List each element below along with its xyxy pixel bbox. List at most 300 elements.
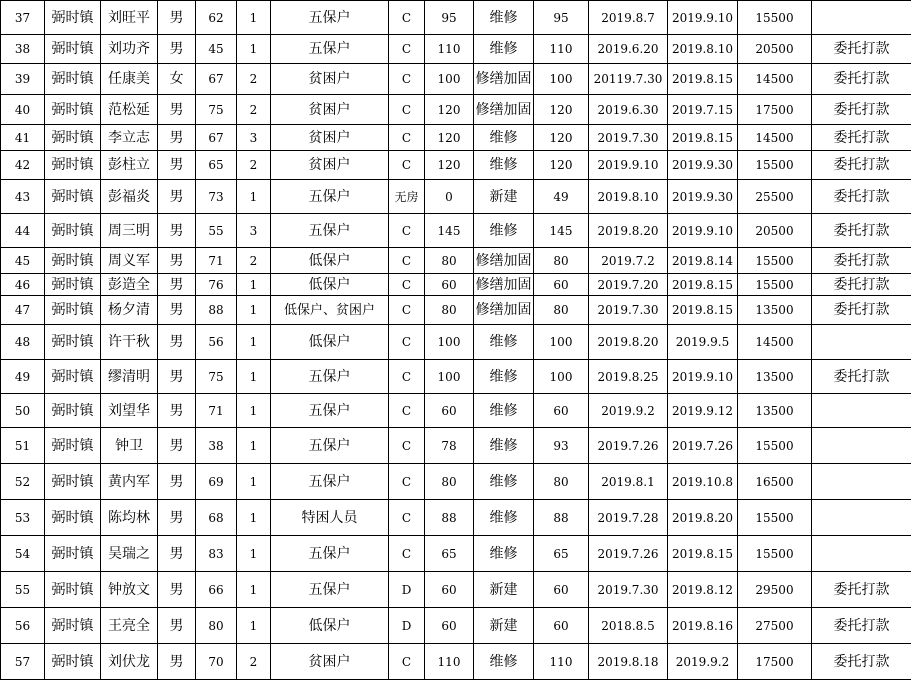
original-area-cell: 0 xyxy=(425,180,474,214)
table-row xyxy=(1,95,911,125)
remark-cell xyxy=(812,394,911,428)
work-type-cell: 维修 xyxy=(474,35,534,64)
danger-level-cell: C xyxy=(389,428,425,464)
remark-cell: 委托打款 xyxy=(812,214,911,248)
subsidy-amount-cell: 15500 xyxy=(738,274,812,296)
remark-cell xyxy=(812,536,911,572)
renovated-area-cell: 93 xyxy=(534,428,589,464)
town-cell: 弼时镇 xyxy=(45,95,101,125)
start-date-cell: 2019.9.10 xyxy=(589,151,668,180)
gender-cell: 男 xyxy=(158,360,196,394)
table-row xyxy=(1,394,911,428)
original-area-cell: 60 xyxy=(425,608,474,644)
original-area-cell: 80 xyxy=(425,464,474,500)
work-type-cell: 维修 xyxy=(474,1,534,35)
danger-level-cell: C xyxy=(389,125,425,151)
subsidy-amount-cell: 25500 xyxy=(738,180,812,214)
renovated-area-cell: 120 xyxy=(534,125,589,151)
original-area-cell: 100 xyxy=(425,64,474,95)
town-cell: 弼时镇 xyxy=(45,572,101,608)
subsidy-amount-cell: 29500 xyxy=(738,572,812,608)
remark-cell xyxy=(812,1,911,35)
end-date-cell: 2019.8.15 xyxy=(668,125,738,151)
work-type-cell: 维修 xyxy=(474,151,534,180)
age-cell: 38 xyxy=(196,428,237,464)
family-size-cell: 1 xyxy=(237,572,271,608)
work-type-cell: 新建 xyxy=(474,608,534,644)
gender-cell: 男 xyxy=(158,95,196,125)
remark-cell xyxy=(812,464,911,500)
family-size-cell: 1 xyxy=(237,274,271,296)
row-number: 46 xyxy=(1,274,45,296)
work-type-cell: 维修 xyxy=(474,500,534,536)
work-type-cell: 维修 xyxy=(474,644,534,680)
end-date-cell: 2019.7.26 xyxy=(668,428,738,464)
end-date-cell: 2019.9.10 xyxy=(668,360,738,394)
renovated-area-cell: 100 xyxy=(534,64,589,95)
town-cell: 弼时镇 xyxy=(45,125,101,151)
table-row xyxy=(1,180,911,214)
subsidy-amount-cell: 15500 xyxy=(738,248,812,274)
household-type-cell: 五保户 xyxy=(271,1,389,35)
subsidy-amount-cell: 13500 xyxy=(738,360,812,394)
original-area-cell: 145 xyxy=(425,214,474,248)
end-date-cell: 2019.8.15 xyxy=(668,274,738,296)
danger-level-cell: D xyxy=(389,572,425,608)
start-date-cell: 2019.7.30 xyxy=(589,125,668,151)
table-row xyxy=(1,64,911,95)
row-number: 37 xyxy=(1,1,45,35)
town-cell: 弼时镇 xyxy=(45,464,101,500)
age-cell: 68 xyxy=(196,500,237,536)
family-size-cell: 1 xyxy=(237,360,271,394)
family-size-cell: 1 xyxy=(237,180,271,214)
table-row xyxy=(1,536,911,572)
original-area-cell: 78 xyxy=(425,428,474,464)
row-number: 39 xyxy=(1,64,45,95)
family-size-cell: 1 xyxy=(237,608,271,644)
name-cell: 彭造全 xyxy=(101,274,158,296)
age-cell: 80 xyxy=(196,608,237,644)
town-cell: 弼时镇 xyxy=(45,248,101,274)
original-area-cell: 80 xyxy=(425,296,474,325)
row-number: 49 xyxy=(1,360,45,394)
original-area-cell: 60 xyxy=(425,274,474,296)
renovated-area-cell: 60 xyxy=(534,274,589,296)
renovated-area-cell: 95 xyxy=(534,1,589,35)
household-type-cell: 五保户 xyxy=(271,214,389,248)
end-date-cell: 2019.9.2 xyxy=(668,644,738,680)
danger-level-cell: C xyxy=(389,35,425,64)
town-cell: 弼时镇 xyxy=(45,644,101,680)
danger-level-cell: 无房 xyxy=(389,180,425,214)
gender-cell: 男 xyxy=(158,296,196,325)
work-type-cell: 维修 xyxy=(474,394,534,428)
original-area-cell: 120 xyxy=(425,95,474,125)
gender-cell: 男 xyxy=(158,394,196,428)
age-cell: 55 xyxy=(196,214,237,248)
town-cell: 弼时镇 xyxy=(45,325,101,360)
danger-level-cell: C xyxy=(389,325,425,360)
start-date-cell: 2019.6.20 xyxy=(589,35,668,64)
renovated-area-cell: 110 xyxy=(534,35,589,64)
name-cell: 吴瑞之 xyxy=(101,536,158,572)
name-cell: 王亮全 xyxy=(101,608,158,644)
gender-cell: 男 xyxy=(158,428,196,464)
age-cell: 75 xyxy=(196,95,237,125)
household-type-cell: 低保户 xyxy=(271,274,389,296)
row-number: 38 xyxy=(1,35,45,64)
name-cell: 刘望华 xyxy=(101,394,158,428)
renovated-area-cell: 145 xyxy=(534,214,589,248)
subsidy-amount-cell: 20500 xyxy=(738,214,812,248)
original-area-cell: 95 xyxy=(425,1,474,35)
danger-level-cell: C xyxy=(389,64,425,95)
family-size-cell: 1 xyxy=(237,464,271,500)
remark-cell xyxy=(812,428,911,464)
table-row xyxy=(1,360,911,394)
start-date-cell: 2019.8.20 xyxy=(589,214,668,248)
town-cell: 弼时镇 xyxy=(45,64,101,95)
start-date-cell: 2019.7.30 xyxy=(589,296,668,325)
row-number: 53 xyxy=(1,500,45,536)
renovated-area-cell: 100 xyxy=(534,360,589,394)
row-number: 54 xyxy=(1,536,45,572)
original-area-cell: 88 xyxy=(425,500,474,536)
end-date-cell: 2019.8.15 xyxy=(668,536,738,572)
age-cell: 70 xyxy=(196,644,237,680)
remark-cell: 委托打款 xyxy=(812,572,911,608)
remark-cell: 委托打款 xyxy=(812,125,911,151)
town-cell: 弼时镇 xyxy=(45,214,101,248)
work-type-cell: 维修 xyxy=(474,125,534,151)
end-date-cell: 2019.8.15 xyxy=(668,296,738,325)
renovated-area-cell: 120 xyxy=(534,151,589,180)
town-cell: 弼时镇 xyxy=(45,536,101,572)
row-number: 51 xyxy=(1,428,45,464)
name-cell: 缪清明 xyxy=(101,360,158,394)
household-type-cell: 低保户 xyxy=(271,325,389,360)
start-date-cell: 2019.7.30 xyxy=(589,572,668,608)
remark-cell: 委托打款 xyxy=(812,608,911,644)
name-cell: 陈均林 xyxy=(101,500,158,536)
age-cell: 75 xyxy=(196,360,237,394)
household-type-cell: 贫困户 xyxy=(271,644,389,680)
start-date-cell: 2019.7.28 xyxy=(589,500,668,536)
end-date-cell: 2019.9.10 xyxy=(668,214,738,248)
table-row xyxy=(1,125,911,151)
family-size-cell: 2 xyxy=(237,64,271,95)
end-date-cell: 2019.8.15 xyxy=(668,64,738,95)
gender-cell: 男 xyxy=(158,608,196,644)
start-date-cell: 2019.6.30 xyxy=(589,95,668,125)
subsidy-amount-cell: 17500 xyxy=(738,95,812,125)
age-cell: 67 xyxy=(196,125,237,151)
subsidy-amount-cell: 13500 xyxy=(738,296,812,325)
household-type-cell: 五保户 xyxy=(271,180,389,214)
table-row xyxy=(1,35,911,64)
family-size-cell: 1 xyxy=(237,296,271,325)
name-cell: 范松延 xyxy=(101,95,158,125)
gender-cell: 男 xyxy=(158,572,196,608)
original-area-cell: 60 xyxy=(425,572,474,608)
original-area-cell: 100 xyxy=(425,360,474,394)
table-row xyxy=(1,572,911,608)
gender-cell: 男 xyxy=(158,35,196,64)
subsidy-amount-cell: 16500 xyxy=(738,464,812,500)
renovated-area-cell: 60 xyxy=(534,394,589,428)
town-cell: 弼时镇 xyxy=(45,608,101,644)
danger-level-cell: C xyxy=(389,274,425,296)
name-cell: 周义军 xyxy=(101,248,158,274)
family-size-cell: 1 xyxy=(237,1,271,35)
row-number: 56 xyxy=(1,608,45,644)
row-number: 43 xyxy=(1,180,45,214)
table-row xyxy=(1,274,911,296)
end-date-cell: 2019.9.30 xyxy=(668,180,738,214)
work-type-cell: 修缮加固 xyxy=(474,95,534,125)
household-type-cell: 低保户 xyxy=(271,248,389,274)
gender-cell: 男 xyxy=(158,274,196,296)
table-row xyxy=(1,214,911,248)
table-row xyxy=(1,248,911,274)
town-cell: 弼时镇 xyxy=(45,35,101,64)
name-cell: 李立志 xyxy=(101,125,158,151)
gender-cell: 男 xyxy=(158,180,196,214)
start-date-cell: 2019.7.26 xyxy=(589,428,668,464)
remark-cell: 委托打款 xyxy=(812,296,911,325)
family-size-cell: 2 xyxy=(237,644,271,680)
row-number: 52 xyxy=(1,464,45,500)
gender-cell: 男 xyxy=(158,464,196,500)
start-date-cell: 2019.7.20 xyxy=(589,274,668,296)
row-number: 47 xyxy=(1,296,45,325)
danger-level-cell: C xyxy=(389,296,425,325)
remark-cell: 委托打款 xyxy=(812,95,911,125)
family-size-cell: 1 xyxy=(237,325,271,360)
end-date-cell: 2019.8.20 xyxy=(668,500,738,536)
work-type-cell: 维修 xyxy=(474,360,534,394)
row-number: 50 xyxy=(1,394,45,428)
work-type-cell: 修缮加固 xyxy=(474,248,534,274)
family-size-cell: 3 xyxy=(237,214,271,248)
household-type-cell: 五保户 xyxy=(271,394,389,428)
remark-cell: 委托打款 xyxy=(812,151,911,180)
gender-cell: 男 xyxy=(158,125,196,151)
family-size-cell: 1 xyxy=(237,500,271,536)
town-cell: 弼时镇 xyxy=(45,1,101,35)
original-area-cell: 120 xyxy=(425,125,474,151)
family-size-cell: 1 xyxy=(237,35,271,64)
danger-level-cell: D xyxy=(389,608,425,644)
remark-cell: 委托打款 xyxy=(812,360,911,394)
remark-cell: 委托打款 xyxy=(812,180,911,214)
renovated-area-cell: 88 xyxy=(534,500,589,536)
age-cell: 71 xyxy=(196,248,237,274)
end-date-cell: 2019.7.15 xyxy=(668,95,738,125)
age-cell: 83 xyxy=(196,536,237,572)
renovated-area-cell: 100 xyxy=(534,325,589,360)
end-date-cell: 2019.8.14 xyxy=(668,248,738,274)
age-cell: 88 xyxy=(196,296,237,325)
town-cell: 弼时镇 xyxy=(45,360,101,394)
town-cell: 弼时镇 xyxy=(45,151,101,180)
subsidy-amount-cell: 15500 xyxy=(738,428,812,464)
work-type-cell: 维修 xyxy=(474,428,534,464)
start-date-cell: 2019.9.2 xyxy=(589,394,668,428)
start-date-cell: 2018.8.5 xyxy=(589,608,668,644)
start-date-cell: 2019.8.7 xyxy=(589,1,668,35)
work-type-cell: 维修 xyxy=(474,464,534,500)
row-number: 41 xyxy=(1,125,45,151)
name-cell: 黄内军 xyxy=(101,464,158,500)
start-date-cell: 2019.8.10 xyxy=(589,180,668,214)
remark-cell xyxy=(812,325,911,360)
danger-level-cell: C xyxy=(389,644,425,680)
end-date-cell: 2019.9.5 xyxy=(668,325,738,360)
subsidy-amount-cell: 13500 xyxy=(738,394,812,428)
age-cell: 69 xyxy=(196,464,237,500)
table-row xyxy=(1,608,911,644)
table-row xyxy=(1,644,911,680)
household-type-cell: 五保户 xyxy=(271,464,389,500)
family-size-cell: 1 xyxy=(237,394,271,428)
end-date-cell: 2019.8.10 xyxy=(668,35,738,64)
row-number: 57 xyxy=(1,644,45,680)
work-type-cell: 修缮加固 xyxy=(474,64,534,95)
age-cell: 67 xyxy=(196,64,237,95)
name-cell: 钟卫 xyxy=(101,428,158,464)
end-date-cell: 2019.10.8 xyxy=(668,464,738,500)
household-type-cell: 低保户 xyxy=(271,608,389,644)
renovated-area-cell: 60 xyxy=(534,572,589,608)
table-row xyxy=(1,151,911,180)
start-date-cell: 2019.7.26 xyxy=(589,536,668,572)
household-type-cell: 低保户、贫困户 xyxy=(271,296,389,325)
original-area-cell: 80 xyxy=(425,248,474,274)
danger-level-cell: C xyxy=(389,214,425,248)
work-type-cell: 新建 xyxy=(474,572,534,608)
household-type-cell: 特困人员 xyxy=(271,500,389,536)
family-size-cell: 2 xyxy=(237,248,271,274)
name-cell: 彭柱立 xyxy=(101,151,158,180)
town-cell: 弼时镇 xyxy=(45,500,101,536)
row-number: 45 xyxy=(1,248,45,274)
table-row xyxy=(1,464,911,500)
household-type-cell: 贫困户 xyxy=(271,125,389,151)
gender-cell: 男 xyxy=(158,248,196,274)
start-date-cell: 2019.7.2 xyxy=(589,248,668,274)
age-cell: 73 xyxy=(196,180,237,214)
town-cell: 弼时镇 xyxy=(45,296,101,325)
gender-cell: 男 xyxy=(158,500,196,536)
row-number: 42 xyxy=(1,151,45,180)
family-size-cell: 1 xyxy=(237,428,271,464)
danger-level-cell: C xyxy=(389,248,425,274)
subsidy-amount-cell: 14500 xyxy=(738,125,812,151)
town-cell: 弼时镇 xyxy=(45,274,101,296)
name-cell: 刘功齐 xyxy=(101,35,158,64)
start-date-cell: 2019.8.25 xyxy=(589,360,668,394)
household-type-cell: 五保户 xyxy=(271,536,389,572)
table-row xyxy=(1,296,911,325)
row-number: 44 xyxy=(1,214,45,248)
original-area-cell: 120 xyxy=(425,151,474,180)
danger-level-cell: C xyxy=(389,464,425,500)
gender-cell: 男 xyxy=(158,644,196,680)
table-row xyxy=(1,500,911,536)
end-date-cell: 2019.9.12 xyxy=(668,394,738,428)
gender-cell: 男 xyxy=(158,151,196,180)
household-type-cell: 五保户 xyxy=(271,428,389,464)
row-number: 55 xyxy=(1,572,45,608)
work-type-cell: 维修 xyxy=(474,536,534,572)
household-type-cell: 五保户 xyxy=(271,572,389,608)
name-cell: 刘伏龙 xyxy=(101,644,158,680)
name-cell: 周三明 xyxy=(101,214,158,248)
household-type-cell: 贫困户 xyxy=(271,95,389,125)
start-date-cell: 2019.8.18 xyxy=(589,644,668,680)
name-cell: 钟放文 xyxy=(101,572,158,608)
gender-cell: 男 xyxy=(158,325,196,360)
subsidy-amount-cell: 17500 xyxy=(738,644,812,680)
name-cell: 刘旺平 xyxy=(101,1,158,35)
table-row xyxy=(1,428,911,464)
end-date-cell: 2019.9.30 xyxy=(668,151,738,180)
household-type-cell: 五保户 xyxy=(271,360,389,394)
renovated-area-cell: 80 xyxy=(534,464,589,500)
gender-cell: 男 xyxy=(158,214,196,248)
danger-level-cell: C xyxy=(389,394,425,428)
danger-level-cell: C xyxy=(389,360,425,394)
row-number: 48 xyxy=(1,325,45,360)
work-type-cell: 维修 xyxy=(474,214,534,248)
remark-cell: 委托打款 xyxy=(812,644,911,680)
subsidy-amount-cell: 15500 xyxy=(738,1,812,35)
subsidy-amount-cell: 15500 xyxy=(738,151,812,180)
subsidy-amount-cell: 14500 xyxy=(738,64,812,95)
household-type-cell: 贫困户 xyxy=(271,64,389,95)
gender-cell: 女 xyxy=(158,64,196,95)
original-area-cell: 65 xyxy=(425,536,474,572)
gender-cell: 男 xyxy=(158,536,196,572)
age-cell: 71 xyxy=(196,394,237,428)
danger-level-cell: C xyxy=(389,500,425,536)
subsidy-amount-cell: 27500 xyxy=(738,608,812,644)
household-type-cell: 贫困户 xyxy=(271,151,389,180)
remark-cell: 委托打款 xyxy=(812,64,911,95)
work-type-cell: 维修 xyxy=(474,325,534,360)
age-cell: 56 xyxy=(196,325,237,360)
subsidy-amount-cell: 15500 xyxy=(738,500,812,536)
age-cell: 65 xyxy=(196,151,237,180)
family-size-cell: 2 xyxy=(237,95,271,125)
end-date-cell: 2019.9.10 xyxy=(668,1,738,35)
work-type-cell: 修缮加固 xyxy=(474,296,534,325)
subsidy-amount-cell: 15500 xyxy=(738,536,812,572)
start-date-cell: 2019.8.1 xyxy=(589,464,668,500)
renovated-area-cell: 120 xyxy=(534,95,589,125)
family-size-cell: 1 xyxy=(237,536,271,572)
start-date-cell: 20119.7.30 xyxy=(589,64,668,95)
end-date-cell: 2019.8.12 xyxy=(668,572,738,608)
danger-level-cell: C xyxy=(389,95,425,125)
age-cell: 45 xyxy=(196,35,237,64)
original-area-cell: 110 xyxy=(425,644,474,680)
age-cell: 62 xyxy=(196,1,237,35)
remark-cell: 委托打款 xyxy=(812,35,911,64)
name-cell: 彭福炎 xyxy=(101,180,158,214)
